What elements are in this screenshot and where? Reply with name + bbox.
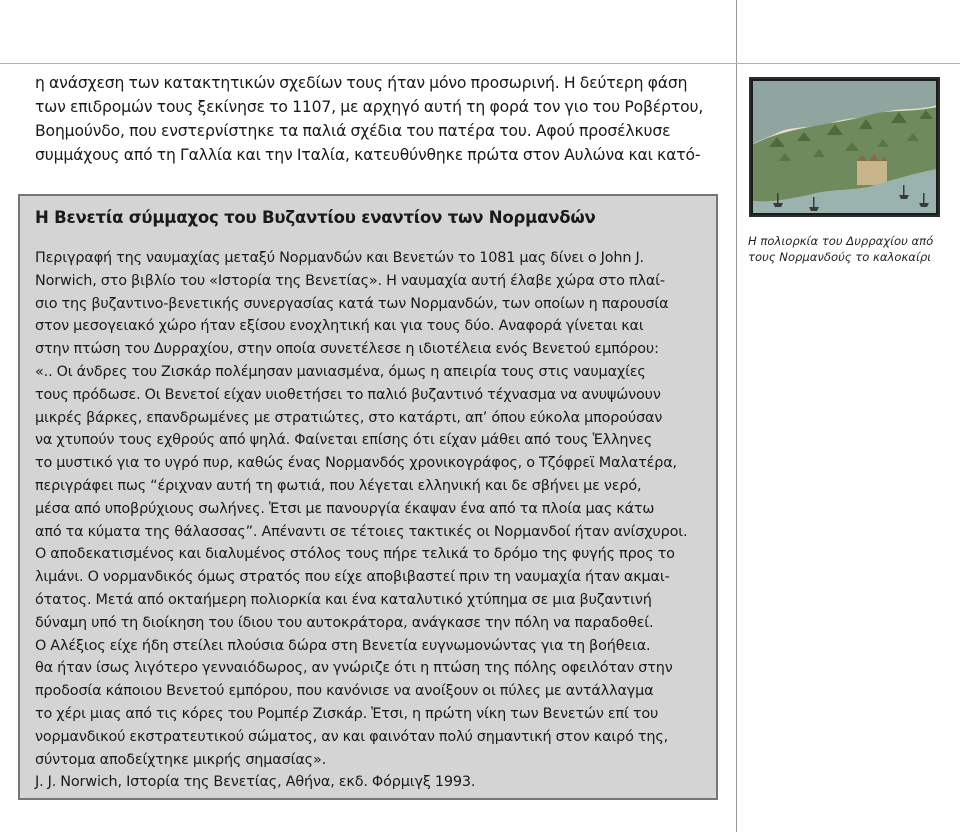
sidebar-line: μικρές βάρκες, επανδρωμένες με στρατιώτες, στο κατάρτι, απ’ όπου εύκολα μπορούσαν [35,409,663,426]
intro-line: Βοημούνδο, που ενστερνίστηκε τα παλιά σχέδια του πατέρα του. Αφού προσέλκυσε [35,122,671,140]
sidebar-line: λιμάνι. Ο νορμανδικός όμως στρατός που είχε αποβιβαστεί πριν τη ναυμαχία ήταν ακμαι- [35,569,670,586]
sidebar-line: στην πτώση του Δυρραχίου, στην οποία συνετέλεσε η ιδιοτέλεια ενός Βενετού εμπόρου: [35,341,659,358]
siege-map-image [749,77,940,217]
intro-line: συμμάχους από τη Γαλλία και την Ιταλία, κατευθύνθηκε πρώτα στον Αυλώνα και κατό- [35,146,701,164]
sidebar-line: τους πρόδωσε. Οι Βενετοί είχαν υιοθετήσει το παλιό βυζαντινό τέχνασμα να ανυψώνουν [35,386,661,403]
intro-line: η ανάσχεση των κατακτητικών σχεδίων τους ήταν μόνο προσωρινή. Η δεύτερη φάση [35,74,688,92]
sidebar-line: J. J. Norwich, Ιστορία της Βενετίας, Αθήνα, εκδ. Φόρμιγξ 1993. [35,774,476,791]
intro-line: των επιδρομών τους ξεκίνησε το 1107, με αρχηγό αυτή τη φορά τον γιο του Ροβέρτου, [35,98,704,116]
figure-caption: Η πολιορκία του Δυρραχίου από τους Νορμανδούς το καλοκαίρι [748,234,934,264]
sidebar-line: στον μεσογειακό χώρο ήταν εξίσου ενοχλητική και για τους δύο. Αναφορά γίνεται και [35,318,644,335]
sidebar-line: μέσα από υποβρύχιους σωλήνες. Ἑτσι με πανουργία έκαψαν ένα από τα πλοία μας κάτω [35,500,655,517]
intro-paragraph [35,71,720,167]
sidebar-line: να χτυπούν τους εχθρούς από ψηλά. Φαίνεται επίσης ότι είχαν μάθει από τους Ἑλληνες [35,432,653,449]
sidebar-line: «.. Οι άνδρες του Ζισκάρ πολέμησαν μανιασμένα, όμως η απειρία τους στις ναυμαχίες [35,363,646,380]
sidebar-line: σιο της βυζαντινο-βενετικής συνεργασίας κατά των Νορμανδών, των οποίων η παρουσία [35,295,669,312]
siege-map-illustration [749,77,940,217]
sidebar-line: περιγράφει πως “έριχναν αυτή τη φωτιά, που λέγεται ελληνική και δε σβήνει με νερό, [35,477,642,494]
sidebar-line: δύναμη υπό τη διοίκηση του ίδιου του αυτοκράτορα, ανάγκασε την πόλη να παραδοθεί. [35,614,654,631]
sidebar-body [35,247,703,794]
page-divider-top [0,63,960,64]
sidebar-line: Ο Αλέξιος είχε ήδη στείλει πλούσια δώρα στη Βενετία ευγνωμονώντας για τη βοήθεια. [35,637,651,654]
sidebar-line: ότατος. Μετά από οκταήμερη πολιορκία και ένα καταλυτικό χτύπημα σε μια βυζαντινή [35,591,652,608]
page-divider-vertical [736,0,737,832]
sidebar-line: Norwich, στο βιβλίο του «Ιστορία της Βενετίας». Η ναυμαχία αυτή έλαβε χώρα στο πλαί- [35,272,665,289]
sidebar-line: προδοσία κάποιου Βενετού εμπόρου, που κανόνισε να ανοίξουν οι πύλες με αντάλλαγμα [35,683,654,700]
sidebar-line: το μυστικό για το υγρό πυρ, καθώς ένας Νορμανδός χρονικογράφος, ο Τζόφρεϊ Μαλατέρα, [35,455,677,472]
sidebar-line: από τα κύματα της θάλασσας”. Απέναντι σε τέτοιες τακτικές οι Νορμανδοί ήταν ανίσχυροι. [35,523,688,540]
sidebar-line: θα ήταν ίσως λιγότερο γενναιόδωρος, αν γνώριζε ότι η πτώση της πόλης οφειλόταν στην [35,660,673,677]
sidebar-line: Περιγραφή της ναυμαχίας μεταξύ Νορμανδών και Βενετών το 1081 μας δίνει ο John J. [35,250,644,266]
sidebar-box [18,194,718,800]
sidebar-line: Ο αποδεκατισμένος και διαλυμένος στόλος τους πήρε τελικά το δρόμο της φυγής προς το [35,546,675,563]
sidebar-title: Η Βενετία σύμμαχος του Βυζαντίου εναντίον των Νορμανδών [35,208,596,227]
sidebar-line: σύντομα αποδείχτηκε μικρής σημασίας». [35,751,327,768]
sidebar-line: το χέρι μιας από τις κόρες του Ρομπέρ Ζισκάρ. Ἑτσι, η πρώτη νίκη των Βενετών επί του [35,705,659,722]
sidebar-line: νορμανδικού εκστρατευτικού σώματος, αν και φαινόταν πολύ σημαντική στον καιρό της, [35,728,669,745]
